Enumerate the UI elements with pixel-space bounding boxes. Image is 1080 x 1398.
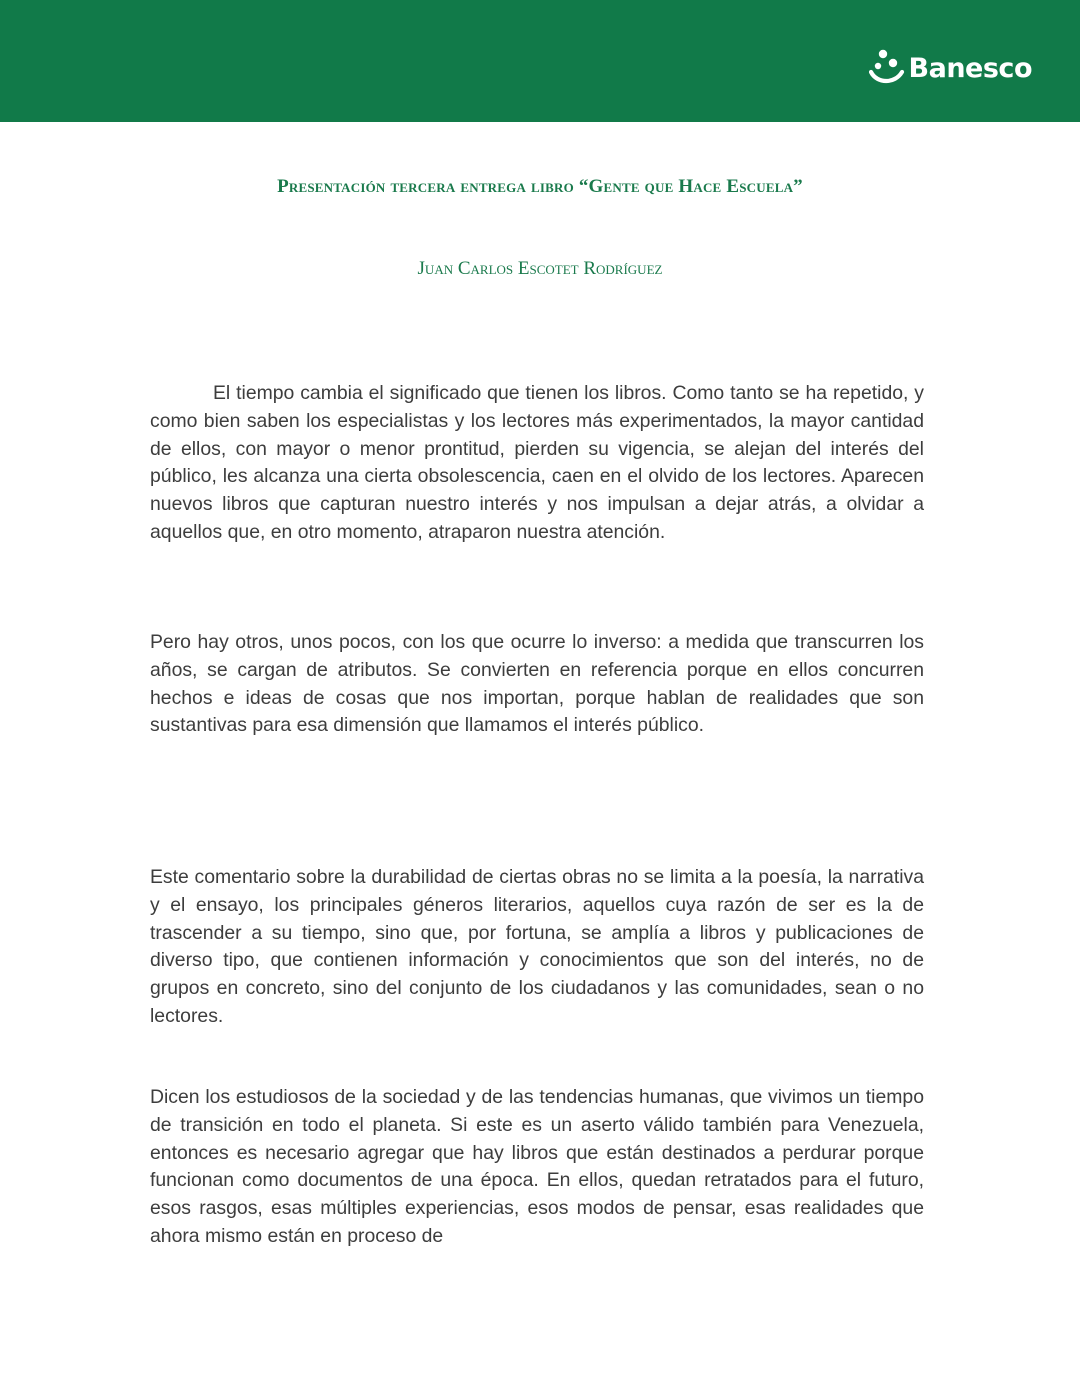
body-paragraph: Dicen los estudiosos de la sociedad y de las tendencias humanas, que vivimos un tiempo de transición en todo el planeta. Si este es un aserto válido también para Venezuela, entonces es necesario agregar que hay libros que están destinados a perdurar porque funcionan como documentos de una época. En ellos, quedan retratados para el futuro, esos rasgos, esas múltiples experiencias, esos modos de pensar, esas realidades que ahora mismo están en proceso de — [150, 1086, 924, 1247]
brand-name: Banesco — [908, 52, 1032, 84]
header-band — [0, 0, 1080, 122]
brand-logo[interactable] — [869, 48, 1032, 88]
document-title: Presentación tercera entrega libro “Gente que Hace Escuela” — [277, 176, 803, 197]
banesco-people-icon — [869, 48, 905, 88]
body-paragraph: Este comentario sobre la durabilidad de ciertas obras no se limita a la poesía, la narrativa y el ensayo, los principales géneros literarios, aquellos cuya razón de ser es la de trascender a su tiempo, sino que, por fortuna, se amplía a libros y publicaciones de diverso tipo, que contienen información y conocimientos que son del interés, no de grupos en concreto, sino del conjunto de los ciudadanos y las comunidades, sean o no lectores. — [150, 866, 924, 1027]
body-paragraph: El tiempo cambia el significado que tienen los libros. Como tanto se ha repetido, y como bien saben los especialistas y los lectores más experimentados, la mayor cantidad de ellos, con mayor o menor prontitud, pierden su vigencia, se alejan del interés del público, les alcanza una cierta obsolescencia, caen en el olvido de los lectores. Aparecen nuevos libros que capturan nuestro interés y nos impulsan a dejar atrás, a olvidar a aquellos que, en otro momento, atraparon nuestra atención. — [150, 382, 924, 543]
document-author: Juan Carlos Escotet Rodríguez — [417, 258, 663, 279]
body-paragraph: Pero hay otros, unos pocos, con los que ocurre lo inverso: a medida que transcurren los años, se cargan de atributos. Se convierten en referencia porque en ellos concurren hechos e ideas de cosas que nos importan, porque hablan de realidades que son sustantivas para esa dimensión que llamamos el interés público. — [150, 631, 924, 737]
